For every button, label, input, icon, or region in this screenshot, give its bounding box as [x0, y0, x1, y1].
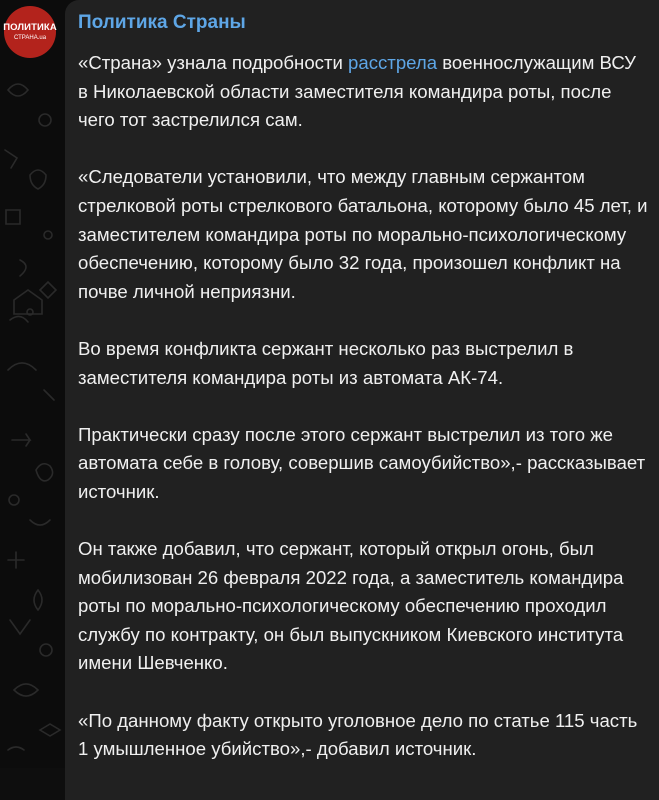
doodle-pattern [0, 0, 70, 768]
message-paragraph-6: «По данному факту открыто уголовное дело по статье 115 часть 1 умышленное убийство»,- добавил источник. [78, 709, 638, 760]
message-paragraph-3: Во время конфликта сержант несколько раз выстрелил в заместителя командира роты из автомата АК-74. [78, 337, 574, 388]
avatar-logo-subtext: СТРАНА.ua [13, 34, 47, 41]
article-link[interactable]: расстрела [348, 52, 438, 73]
message-text [78, 49, 648, 792]
message-paragraph-2: «Следователи установили, что между главным сержантом стрелковой роты стрелкового батальона, которому было 45 лет, и заместителем командира роты по морально-психологическому обеспечению, которому было 32 года, произошел конфликт на почве личной неприязни. [78, 166, 648, 302]
channel-avatar[interactable] [4, 6, 56, 58]
message-paragraph-1 [78, 49, 648, 135]
avatar-logo-text: ПОЛИТИКА [3, 21, 57, 33]
channel-name[interactable]: Политика Страны [78, 12, 246, 33]
paragraph-1-end: военнослужащим ВСУ в Николаевской области заместителя командира роты, после чего тот застрелился сам. [78, 52, 636, 131]
message-paragraph-4: Практически сразу после этого сержант выстрелил из того же автомата себе в голову, совершив самоубийство»,- рассказывает источник. [78, 423, 646, 502]
message-paragraph-5: Он также добавил, что сержант, который открыл огонь, был мобилизован 26 февраля 2022 года, а заместитель командира роты по морально-психологическому обеспечению проходил службу по контракту, он был выпускником Киевского института имени Шевченко. [78, 538, 624, 674]
paragraph-1-start: «Страна» узнала подробности [78, 52, 349, 73]
